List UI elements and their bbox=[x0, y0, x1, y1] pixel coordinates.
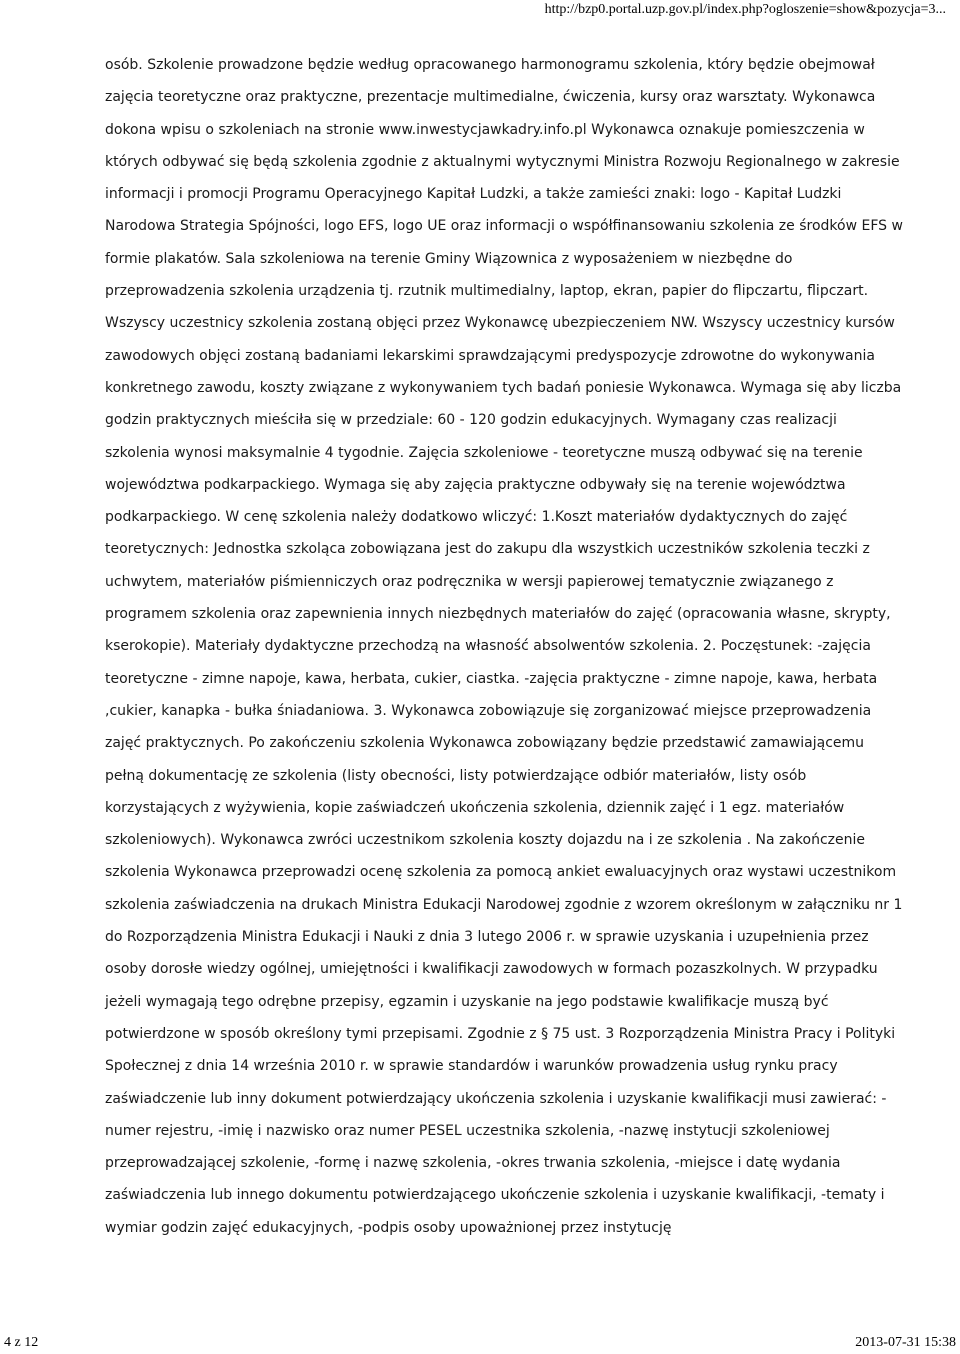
page-header-url: http://bzp0.portal.uzp.gov.pl/index.php?ogloszenie=show&pozycja=3... bbox=[544, 2, 946, 17]
document-body-text: osób. Szkolenie prowadzone będzie według opracowanego harmonogramu szkolenia, który będzie obejmował zajęcia teoretyczne oraz praktyczne, prezentacje multimedialne, ćwiczenia, kursy oraz warsztaty. Wykonawca dokona wpisu o szkoleniach na stronie www.inwestycjawkadry.info.pl Wykonawca oznakuje pomieszczenia w których odbywać się będą szkolenia zgodnie z aktualnymi wytycznymi Ministra Rozwoju Regionalnego w zakresie informacji i promocji Programu Operacyjnego Kapitał Ludzki, a także zamieści znaki: logo - Kapitał Ludzki Narodowa Strategia Spójności, logo EFS, logo UE oraz informacji o współfinansowaniu szkolenia ze środków EFS w formie plakatów. Sala szkoleniowa na terenie Gminy Wiązownica z wyposażeniem w niezbędne do przeprowadzenia szkolenia urządzenia tj. rzutnik multimedialny, laptop, ekran, papier do flipczartu, flipczart. Wszyscy uczestnicy szkolenia zostaną objęci przez Wykonawcę ubezpieczeniem NW. Wszyscy uczestnicy kursów zawodowych objęci zostaną badaniami lekarskimi sprawdzającymi predyspozycje zdrowotne do wykonywania konkretnego zawodu, koszty związane z wykonywaniem tych badań poniesie Wykonawca. Wymaga się aby liczba godzin praktycznych mieściła się w przedziale: 60 - 120 godzin edukacyjnych. Wymagany czas realizacji szkolenia wynosi maksymalnie 4 tygodnie. Zajęcia szkoleniowe - teoretyczne muszą odbywać się na terenie województwa podkarpackiego. Wymaga się aby zajęcia praktyczne odbywały się na terenie województwa podkarpackiego. W cenę szkolenia należy dodatkowo wliczyć: 1.Koszt materiałów dydaktycznych do zajęć teoretycznych: Jednostka szkoląca zobowiązana jest do zakupu dla wszystkich uczestników szkolenia teczki z uchwytem, materiałów piśmienniczych oraz podręcznika w wersji papierowej tematycznie związanego z programem szkolenia oraz zapewnienia innych niezbędnych materiałów do zajęć (opracowania własne, skrypty, kserokopie). Materiały dydaktyczne przechodzą na własność absolwentów szkolenia. 2. Poczęstunek: -zajęcia teoretyczne - zimne napoje, kawa, herbata, cukier, ciastka. -zajęcia praktyczne - zimne napoje, kawa, herbata ,cukier, kanapka - bułka śniadaniowa. 3. Wykonawca zobowiązuje się zorganizować miejsce przeprowadzenia zajęć praktycznych. Po zakończeniu szkolenia Wykonawca zobowiązany będzie przedstawić zamawiającemu pełną dokumentację ze szkolenia (listy obecności, listy potwierdzające odbiór materiałów, listy osób korzystających z wyżywienia, kopie zaświadczeń ukończenia szkolenia, dziennik zajęć i 1 egz. materiałów szkoleniowych). Wykonawca zwróci uczestnikom szkolenia koszty dojazdu na i ze szkolenia . Na zakończenie szkolenia Wykonawca przeprowadzi ocenę szkolenia za pomocą ankiet ewaluacyjnych oraz wystawi uczestnikom szkolenia zaświadczenia na drukach Ministra Edukacji Narodowej zgodnie z wzorem określonym w załączniku nr 1 do Rozporządzenia Ministra Edukacji i Nauki z dnia 3 lutego 2006 r. w sprawie uzyskania i uzupełnienia przez osoby dorosłe wiedzy ogólnej, umiejętności i kwalifikacji zawodowych w formach pozaszkolnych. W przypadku jeżeli wymagają tego odrębne przepisy, egzamin i uzyskanie na jego podstawie kwalifikacje muszą być potwierdzone w sposób określony tymi przepisami. Zgodnie z § 75 ust. 3 Rozporządzenia Ministra Pracy i Polityki Społecznej z dnia 14 września 2010 r. w sprawie standardów i warunków prowadzenia usług rynku pracy zaświadczenie lub inny dokument potwierdzający ukończenia szkolenia i uzyskanie kwalifikacji musi zawierać: -numer rejestru, -imię i nazwisko oraz numer PESEL uczestnika szkolenia, -nazwę instytucji szkoleniowej przeprowadzającej szkolenie, -formę i nazwę szkolenia, -okres trwania szkolenia, -miejsce i datę wydania zaświadczenia lub innego dokumentu potwierdzającego ukończenie szkolenia i uzyskanie kwalifikacji, -tematy i wymiar godzin zajęć edukacyjnych, -podpis osoby upoważnionej przez instytucję bbox=[105, 57, 903, 1236]
page-number: 4 z 12 bbox=[4, 1335, 39, 1350]
print-timestamp: 2013-07-31 15:38 bbox=[855, 1335, 956, 1350]
